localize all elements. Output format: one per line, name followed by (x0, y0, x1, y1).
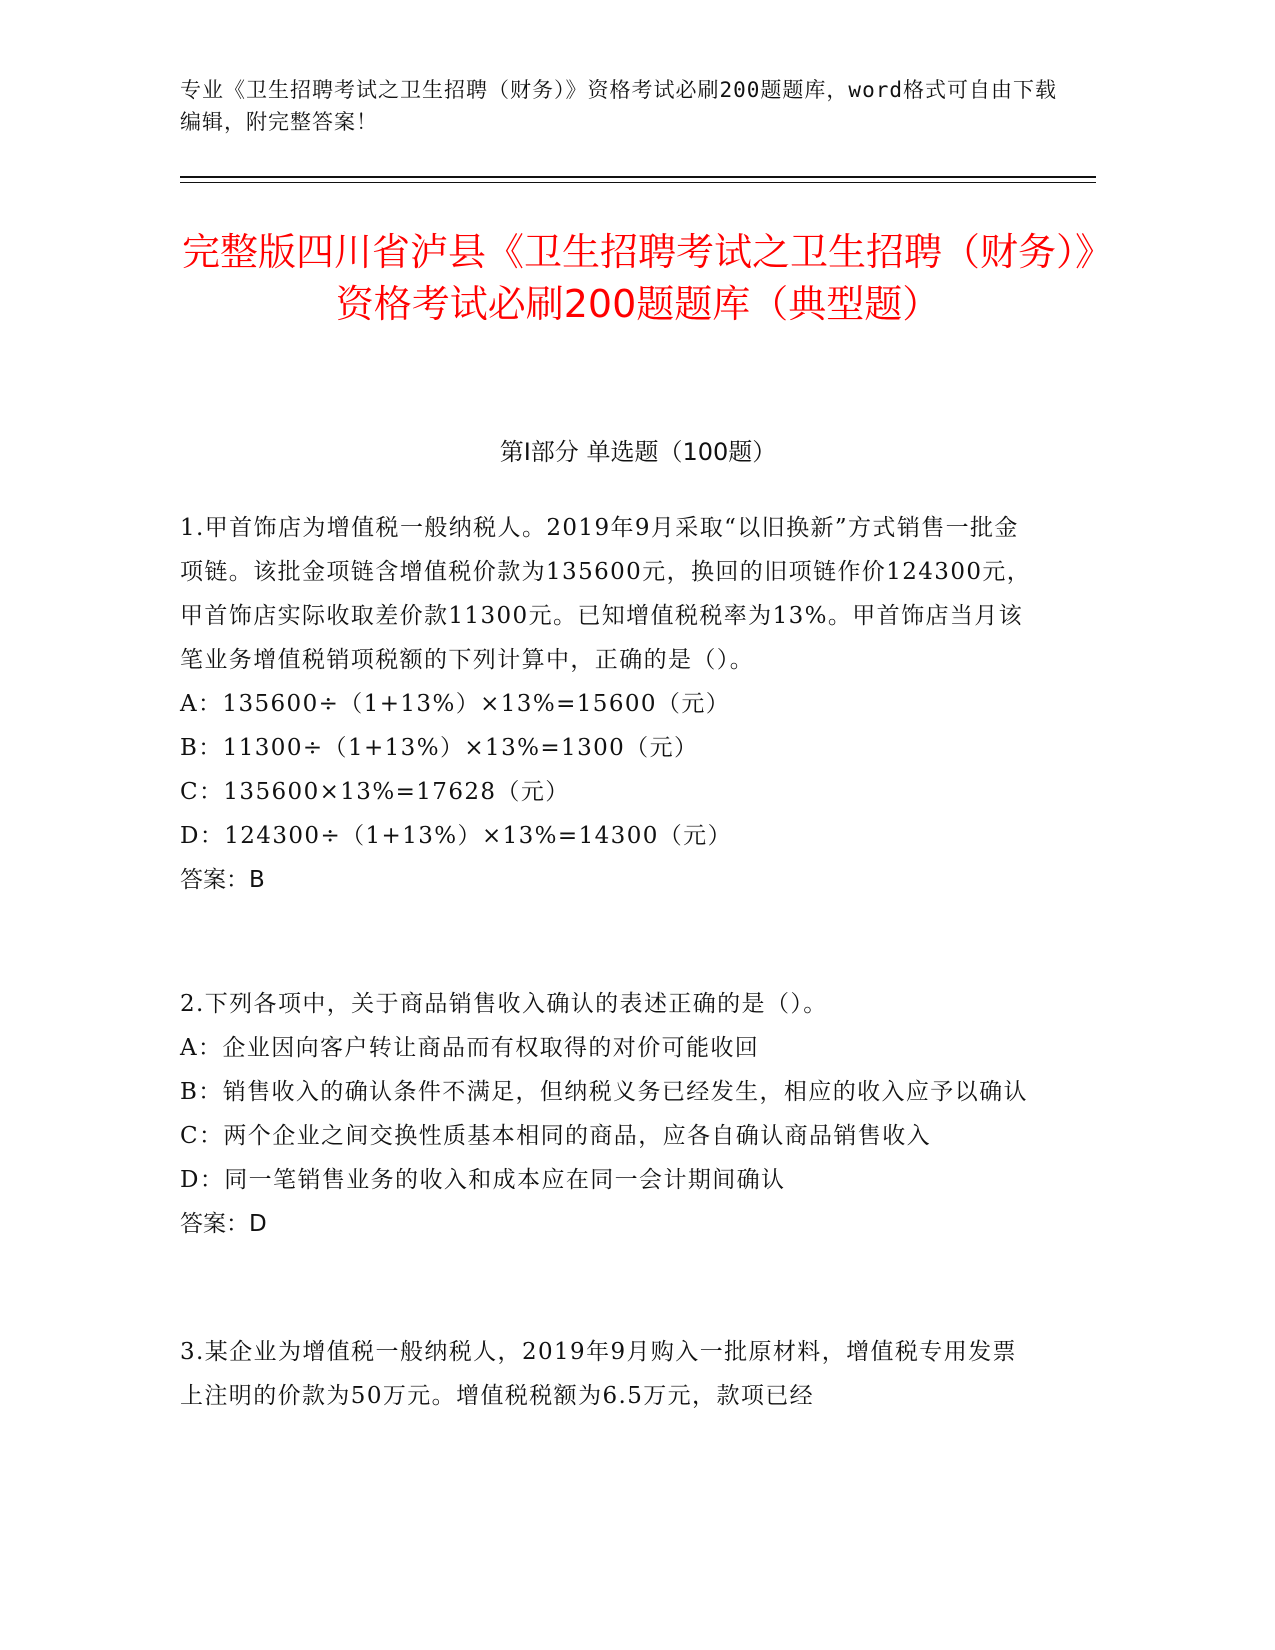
header-divider (180, 176, 1096, 178)
header-note: 专业《卫生招聘考试之卫生招聘（财务）》资格考试必刷200题题库，word格式可自由下载编辑，附完整答案！ (180, 78, 1057, 134)
option-b: B：11300÷（1+13%）×13%=1300（元） (180, 735, 699, 761)
section-heading: 第I部分 单选题（100题） (499, 438, 777, 466)
option-a: A：企业因向客户转让商品而有权取得的对价可能收回 (180, 1035, 760, 1061)
question-stem: 3.某企业为增值税一般纳税人，2019年9月购入一批原材料，增值税专用发票上注明的价款为50万元。增值税税额为6.5万元，款项已经 (180, 1339, 1017, 1409)
document-title: 完整版四川省泸县《卫生招聘考试之卫生招聘（财务）》资格考试必刷200题题库（典型题） (181, 230, 1094, 326)
question-3 (180, 1330, 1096, 1418)
option-d: D：124300÷（1+13%）×13%=14300（元） (180, 823, 732, 849)
option-a: A：135600÷（1+13%）×13%=15600（元） (180, 691, 731, 717)
option-c: C：135600×13%=17628（元） (180, 779, 570, 805)
option-b: B：销售收入的确认条件不满足，但纳税义务已经发生，相应的收入应予以确认 (180, 1079, 1028, 1105)
question-stem: 1.甲首饰店为增值税一般纳税人。2019年9月采取“以旧换新”方式销售一批金项链。该批金项链含增值税价款为135600元，换回的旧项链作价124300元，甲首饰店实际收取差价款11300元。已知增值税税率为13%。甲首饰店当月该笔业务增值税销项税额的下列计算中，正确的是（）。 (180, 515, 1032, 673)
question-1 (180, 506, 1096, 902)
answer: 答案：D (180, 1211, 267, 1237)
question-2 (180, 982, 1096, 1246)
header-divider-thin (180, 182, 1096, 183)
answer: 答案：B (180, 867, 265, 893)
question-stem: 2.下列各项中，关于商品销售收入确认的表述正确的是（）。 (180, 991, 828, 1017)
option-c: C：两个企业之间交换性质基本相同的商品，应各自确认商品销售收入 (180, 1123, 931, 1149)
option-d: D：同一笔销售业务的收入和成本应在同一会计期间确认 (180, 1167, 786, 1193)
